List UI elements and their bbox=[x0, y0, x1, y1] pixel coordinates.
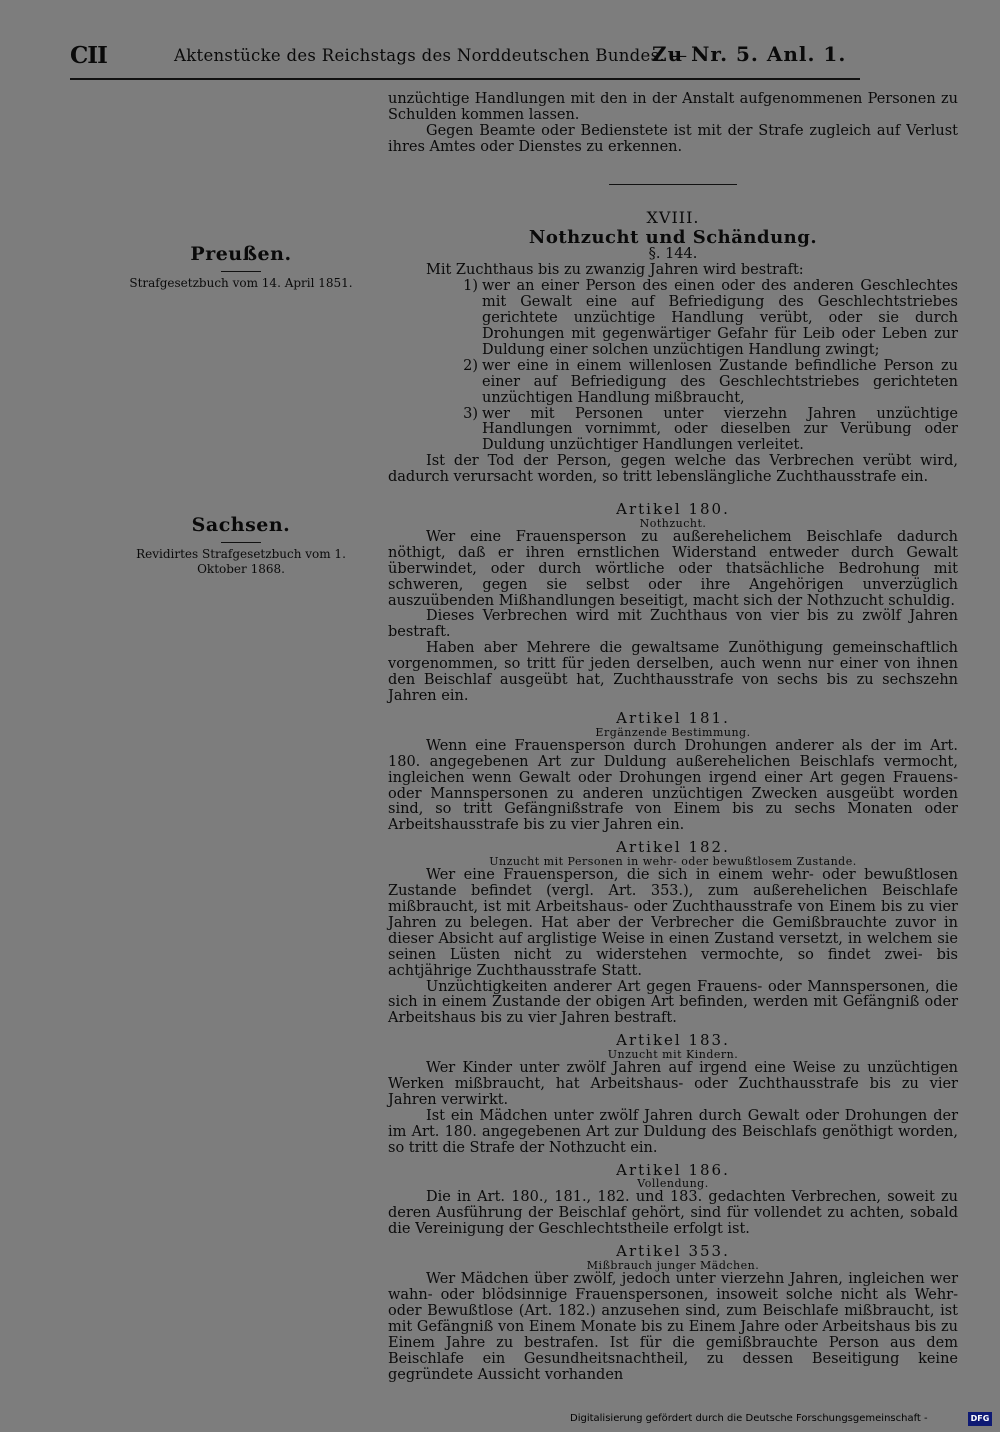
article-subtitle: Ergänzende Bestimmung. bbox=[595, 725, 751, 739]
list-item bbox=[388, 407, 958, 455]
paragraph: Ist ein Mädchen unter zwölf Jahren durch Gewalt oder Drohungen der im Art. 180. angegebenen Art zur Duldung des Beischlafs genöthigt worden, so tritt die Strafe der Nothzucht ein. bbox=[388, 1107, 958, 1156]
divider bbox=[221, 542, 261, 543]
running-title: Aktenstücke des Reichstags des Norddeutschen Bundes. — bbox=[174, 46, 688, 65]
page-number: CII bbox=[70, 42, 107, 69]
sidebar-saxony bbox=[110, 514, 372, 577]
document-reference: Zu Nr. 5. Anl. 1. bbox=[652, 42, 847, 66]
offence-list bbox=[388, 279, 958, 454]
article-heading: Artikel 180. bbox=[616, 500, 730, 519]
article-heading: Artikel 181. bbox=[616, 708, 730, 727]
item-number: 3) bbox=[463, 405, 478, 422]
paragraph: Unzüchtigkeiten anderer Art gegen Frauens- oder Mannspersonen, die sich in einem Zustande der obigen Art befinden, werden mit Gefängniß oder Arbeitshaus bis zu vier Jahren bestraft. bbox=[388, 978, 958, 1027]
paragraph: Mit Zuchthaus bis zu zwanzig Jahren wird bestraft: bbox=[426, 262, 804, 279]
item-number: 1) bbox=[463, 278, 478, 295]
paragraph: Gegen Beamte oder Bedienstete ist mit der Strafe zugleich auf Verlust ihres Amtes oder Dienstes zu erkennen. bbox=[388, 122, 958, 155]
article-subtitle: Mißbrauch junger Mädchen. bbox=[586, 1259, 760, 1273]
paragraph-heading: §. 144. bbox=[648, 246, 698, 263]
article-heading: Artikel 186. bbox=[616, 1160, 730, 1179]
list-item bbox=[388, 279, 958, 359]
law-citation-prussia: Strafgesetzbuch vom 14. April 1851. bbox=[129, 276, 353, 290]
paragraph: Wer eine Frauensperson, die sich in einem wehr- oder bewußtlosen Zustande befindet (vergl. Art. 353.), zum außerehelichen Beischlafe mißbraucht, ist mit Arbeitshaus- oder Zuchthausstrafe von Einem bis zu vier Jahren zu belegen. Hat aber der Verbrecher die Gemißbrauchte zuvor in dieser Absicht auf arglistige Weise in einen Zustand versetzt, in welchem sie seinen Lüsten nicht zu widerstehen vermochte, so findet zwei- bis achtjährige Zuchthausstrafe Statt. bbox=[388, 867, 958, 979]
running-header bbox=[70, 42, 850, 72]
paragraph: Wer Kinder unter zwölf Jahren auf irgend eine Weise zu unzüchtigen Werken mißbraucht, hat Arbeitshaus- oder Zuchthausstrafe bis zu vier Jahren verwirkt. bbox=[388, 1060, 958, 1108]
digitization-credit: Digitalisierung gefördert durch die Deutsche Forschungsgemeinschaft - bbox=[570, 1413, 928, 1424]
article-heading: Artikel 183. bbox=[616, 1031, 730, 1050]
paragraph: Haben aber Mehrere die gewaltsame Zunöthigung gemeinschaftlich vorgenommen, so tritt für jeden derselben, auch wenn nur einer von ihnen den Beischlaf ausgeübt hat, Zuchthausstrafe von sechs bis zu sechszehn Jahren ein. bbox=[388, 640, 958, 704]
state-heading-saxony: Sachsen. bbox=[191, 514, 291, 536]
section-divider bbox=[609, 184, 737, 185]
paragraph: Ist der Tod der Person, gegen welche das Verbrechen verübt wird, dadurch verursacht worden, so tritt lebenslängliche Zuchthausstrafe ein. bbox=[388, 453, 958, 486]
state-heading-prussia: Preußen. bbox=[190, 243, 292, 265]
item-number: 2) bbox=[463, 357, 478, 374]
list-item bbox=[388, 359, 958, 407]
article-subtitle: Unzucht mit Kindern. bbox=[607, 1048, 739, 1062]
article-subtitle: Nothzucht. bbox=[639, 516, 707, 530]
item-text: wer mit Personen unter vierzehn Jahren unzüchtige Handlungen vornimmt, oder dieselben zur Verübung oder Duldung unzüchtiger Handlungen verleitet. bbox=[482, 405, 958, 454]
article-subtitle: Unzucht mit Personen in wehr- oder bewußtlosem Zustande. bbox=[489, 855, 857, 869]
paragraph: Wer Mädchen über zwölf, jedoch unter vierzehn Jahren, ingleichen wer wahn- oder blödsinnige Frauenspersonen, insoweit solche nicht als Wehr- oder Bewußtlose (Art. 182.) anzusehen sind, zum Beischlafe mißbraucht, ist mit Gefängniß von Einem Monate bis zu Einem Jahre oder Arbeitshaus bis zu Einem Jahre zu bestrafen. Ist für die gemißbrauchte Person aus dem Beischlafe ein Gesundheitsnachtheil, zu dessen Beseitigung keine gegründete Aussicht vorhanden bbox=[388, 1271, 958, 1383]
item-text: wer eine in einem willenlosen Zustande befindliche Person zu einer auf Befriedigung des Geschlechtstriebes gerichteten unzüchtigen Handlung mißbraucht, bbox=[482, 357, 958, 406]
sidebar-prussia bbox=[110, 243, 372, 291]
section-number: XVIII. bbox=[646, 207, 700, 227]
paragraph: Wer eine Frauensperson zu außerehelichem Beischlafe dadurch nöthigt, daß er ihren ernstlichen Widerstand entweder durch Gewalt überwindet, oder durch wörtliche oder thatsächliche Bedrohung mit schweren, gegen sie selbst oder ihre Angehörigen unverzüglich auszuübenden Mißhandlungen beseitigt, macht sich der Nothzucht schuldig. bbox=[388, 528, 958, 609]
divider bbox=[221, 271, 261, 272]
article-heading: Artikel 182. bbox=[616, 838, 730, 857]
paragraph: Wenn eine Frauensperson durch Drohungen anderer als der im Art. 180. angegebenen Art zur Duldung außerehelichen Beischlafs vermocht, ingleichen wenn Gewalt oder Drohungen irgend einer Art gegen Frauens- oder Mannspersonen zu anderen unzüchtigen Zwecken ausgeübt worden sind, so tritt Gefängnißstrafe von Einem bis zu sechs Monaten oder Arbeitshausstrafe bis zu vier Jahren ein. bbox=[388, 737, 958, 834]
header-rule bbox=[70, 78, 860, 80]
main-column bbox=[388, 92, 958, 1383]
paragraph: unzüchtige Handlungen mit den in der Anstalt aufgenommenen Personen zu Schulden kommen lassen. bbox=[388, 91, 958, 123]
article-heading: Artikel 353. bbox=[616, 1242, 730, 1261]
law-citation-saxony: Revidirtes Strafgesetzbuch vom 1. Oktober 1868. bbox=[136, 547, 346, 576]
dfg-logo: DFG bbox=[968, 1412, 992, 1426]
article-subtitle: Vollendung. bbox=[637, 1177, 709, 1191]
paragraph: Dieses Verbrechen wird mit Zuchthaus von vier bis zu zwölf Jahren bestraft. bbox=[388, 608, 958, 641]
paragraph: Die in Art. 180., 181., 182. und 183. gedachten Verbrechen, soweit zu deren Ausführung der Beischlaf gehört, sind für vollendet zu achten, sobald die Vereinigung der Geschlechtstheile erfolgt ist. bbox=[388, 1189, 958, 1238]
section-title: Nothzucht und Schändung. bbox=[528, 226, 818, 248]
item-text: wer an einer Person des einen oder des anderen Geschlechtes mit Gewalt eine auf Befriedigung des Geschlechtstriebes gerichtete unzüchtige Handlung verübt, oder sie durch Drohungen mit gegenwärtiger Gefahr für Leib oder Leben zur Duldung einer solchen unzüchtigen Handlung zwingt; bbox=[482, 278, 958, 358]
